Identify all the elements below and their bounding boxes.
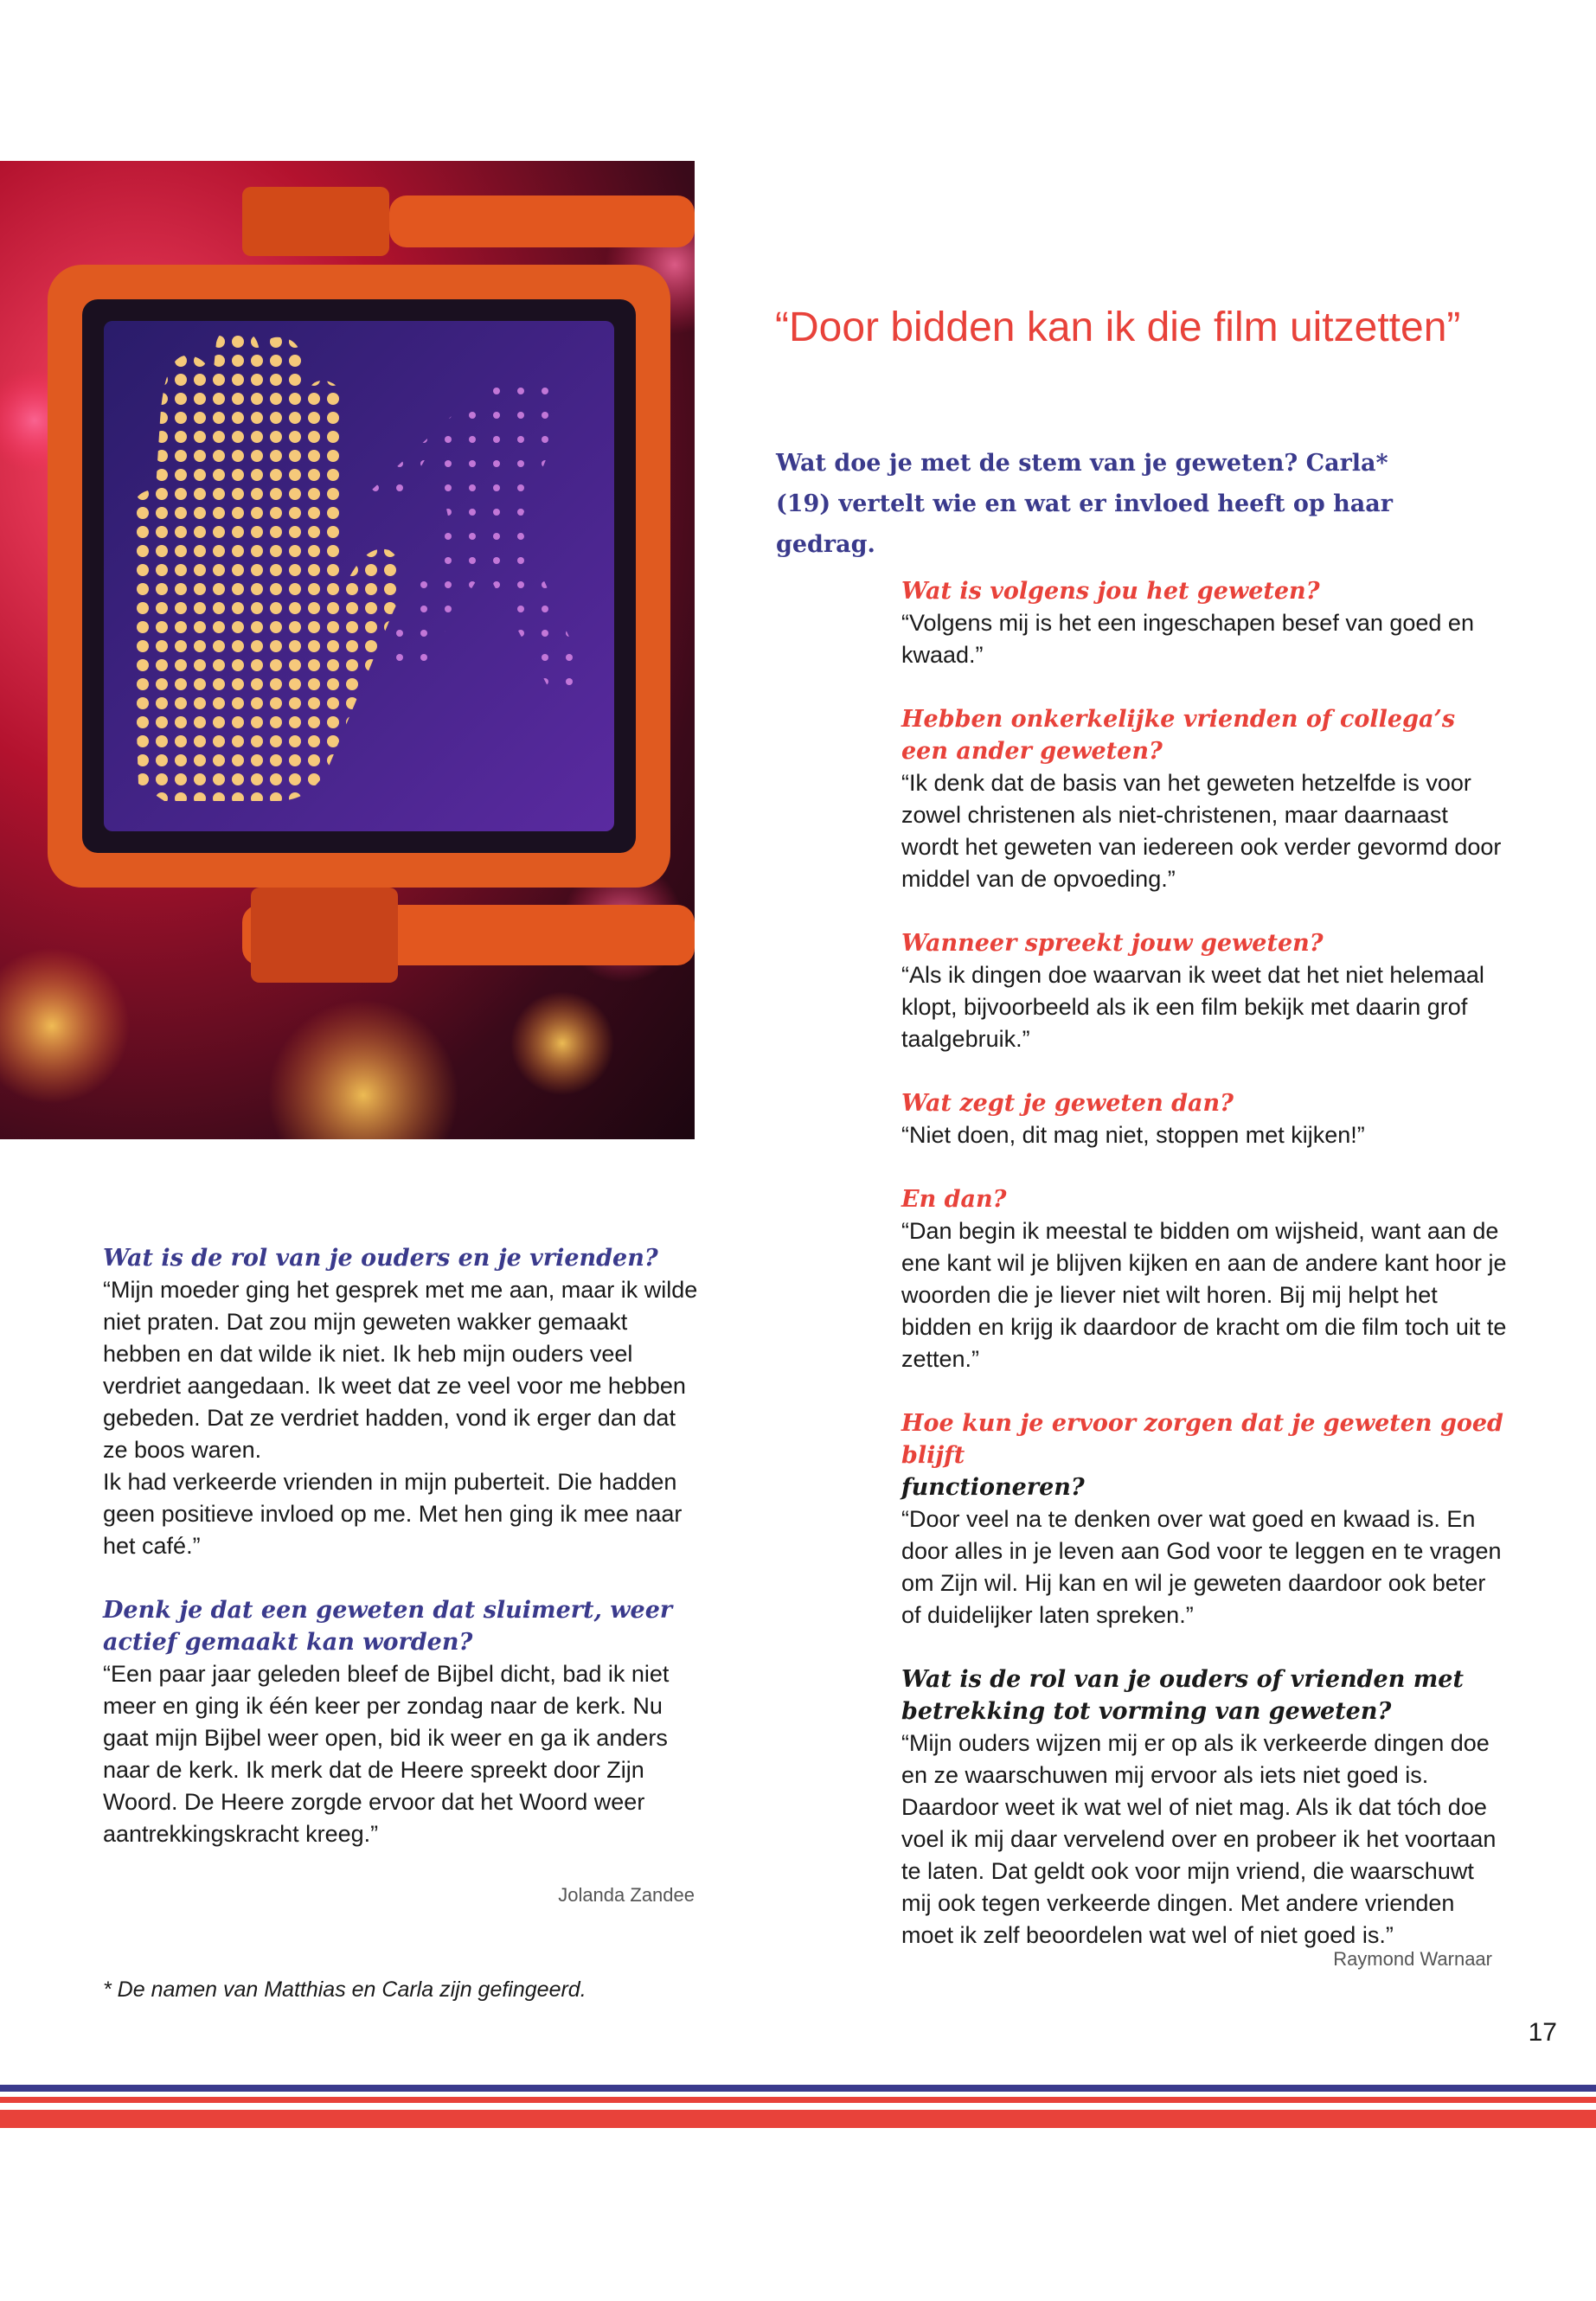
byline-left: Jolanda Zandee	[558, 1884, 695, 1906]
left-column	[103, 1242, 700, 1850]
qa-item	[901, 1407, 1507, 1631]
answer-continued: Ik had verkeerde vrienden in mijn puberteit. Die hadden geen positieve invloed op me. Met hen ging ik mee naar het café.”	[103, 1469, 683, 1559]
qa-item	[901, 1087, 1507, 1151]
question: Denk je dat een geweten dat sluimert, weer actief gemaakt kan worden?	[103, 1597, 673, 1656]
answer: “Mijn moeder ging het gesprek met me aan, maar ik wilde niet praten. Dat zou mijn geweten wakker gemaakt hebben en dat wilde ik niet. Ik heb mijn ouders veel verdriet aangedaan. Ik weet dat ze veel voor me hebben gebeden. Dat ze verdriet hadden, vond ik erger dan dat ze boos waren.	[103, 1277, 698, 1463]
article-title: “Door bidden kan ik die film uitzetten”	[775, 304, 1461, 350]
question: Wanneer spreekt jouw geweten?	[901, 930, 1324, 957]
pedestrian-signal-hand-icon	[0, 161, 695, 1139]
question-continued: functioneren?	[901, 1474, 1085, 1501]
question: Wat is volgens jou het geweten?	[901, 578, 1320, 605]
answer: “Volgens mij is het een ingeschapen besef van goed en kwaad.”	[901, 610, 1474, 668]
qa-item	[901, 1183, 1507, 1375]
question: Hoe kun je ervoor zorgen dat je geweten goed blijft	[901, 1410, 1503, 1469]
question: Wat zegt je geweten dan?	[901, 1090, 1234, 1117]
answer: “Door veel na te denken over wat goed en kwaad is. En door alles in je leven aan God voor te leggen en te vragen om Zijn wil. Hij kan en wil je geweten daardoor ook beter of duidelijker laten spreken.”	[901, 1506, 1502, 1628]
pedestrian-signal-photo	[0, 161, 695, 1139]
byline-right: Raymond Warnaar	[1333, 1948, 1492, 1970]
qa-item	[103, 1242, 700, 1562]
answer: “Een paar jaar geleden bleef de Bijbel dicht, bad ik niet meer en ging ik één keer per zondag naar de kerk. Nu gaat mijn Bijbel weer open, bid ik weer en ga ik anders naar de kerk. Ik merk dat de Heere spreekt door Zijn Woord. De Heere zorgde ervoor dat het Woord weer aantrekkingskracht kreeg.”	[103, 1661, 670, 1847]
qa-item	[901, 927, 1507, 1055]
question: Wat is de rol van je ouders en je vrienden?	[103, 1245, 658, 1272]
answer: “Ik denk dat de basis van het geweten hetzelfde is voor zowel christenen als niet-christenen, maar daarnaast wordt het geweten van iedereen ook verder gevormd door middel van de opvoeding.”	[901, 770, 1502, 892]
qa-item	[901, 1663, 1507, 1952]
footer-stripe-red-thin	[0, 2097, 1596, 2103]
qa-item	[103, 1594, 700, 1850]
question: Wat is de rol van je ouders of vrienden met betrekking tot vorming van geweten?	[901, 1666, 1464, 1725]
answer: “Niet doen, dit mag niet, stoppen met kijken!”	[901, 1122, 1365, 1148]
footnote: * De namen van Matthias en Carla zijn gefingeerd.	[103, 1977, 586, 2002]
question: En dan?	[901, 1186, 1007, 1213]
answer: “Als ik dingen doe waarvan ik weet dat het niet helemaal klopt, bijvoorbeeld als ik een film bekijk met daarin grof taalgebruik.”	[901, 962, 1484, 1052]
qa-item	[901, 575, 1507, 671]
page-number: 17	[1528, 2018, 1557, 2047]
answer: “Dan begin ik meestal te bidden om wijsheid, want aan de ene kant wil je blijven kijken en aan de andere kant hoor je woorden die je liever niet wilt horen. Bij mij helpt het bidden en krijg ik daardoor de kracht om die film toch uit te zetten.”	[901, 1218, 1507, 1372]
answer: “Mijn ouders wijzen mij er op als ik verkeerde dingen doe en ze waarschuwen mij ervoor als iets niet goed is. Daardoor weet ik wat wel of niet mag. Als ik dat tóch doe voel ik mij daar vervelend over en probeer ik het voortaan te laten. Dat geldt ook voor mijn vriend, die waarschuwt mij ook tegen verkeerde dingen. Met andere vrienden moet ik zelf beoordelen wat wel of niet goed is.”	[901, 1730, 1497, 1948]
question: Hebben onkerkelijke vrienden of collega’s een ander geweten?	[901, 706, 1456, 765]
qa-item	[901, 703, 1507, 895]
footer-stripe-red-thick	[0, 2110, 1596, 2128]
footer-stripe-blue	[0, 2085, 1596, 2092]
article-intro: Wat doe je met de stem van je geweten? Carla* (19) vertelt wie en wat er invloed heeft op haar gedrag.	[776, 450, 1393, 558]
right-column	[901, 575, 1507, 1952]
